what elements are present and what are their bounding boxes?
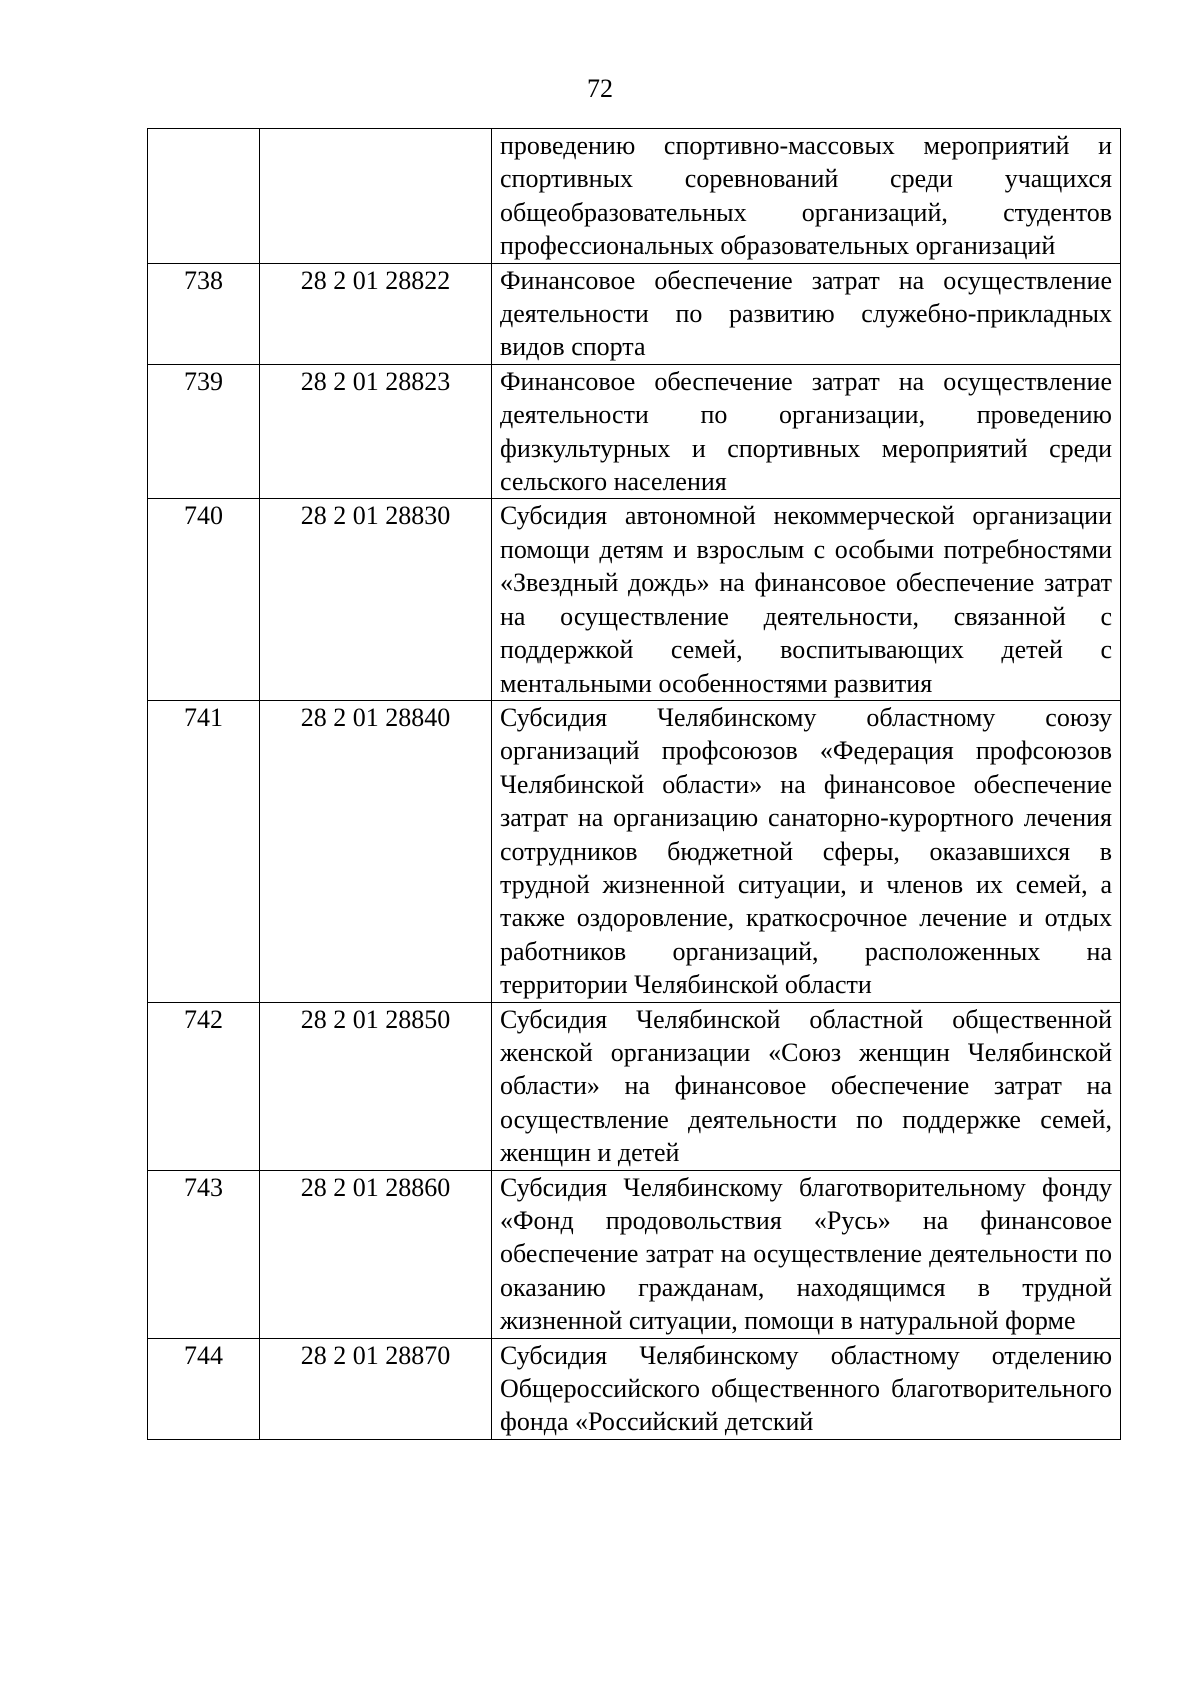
row-code: 28 2 01 28850 — [260, 1002, 492, 1170]
table-row — [148, 499, 1121, 700]
row-number: 744 — [148, 1338, 260, 1439]
row-description: Субсидия Челябинскому областному отделению Общероссийского общественного благотворительного фонда «Российский детский — [492, 1338, 1121, 1439]
row-description: Финансовое обеспечение затрат на осуществление деятельности по развитию служебно-прикладных видов спорта — [492, 263, 1121, 364]
table-row — [148, 263, 1121, 364]
row-code: 28 2 01 28823 — [260, 364, 492, 499]
table-row — [148, 1002, 1121, 1170]
row-number: 742 — [148, 1002, 260, 1170]
row-description: Финансовое обеспечение затрат на осуществление деятельности по организации, проведению физкультурных и спортивных мероприятий среди сельского населения — [492, 364, 1121, 499]
table-row — [148, 1338, 1121, 1439]
row-number — [148, 129, 260, 264]
row-number: 739 — [148, 364, 260, 499]
row-code: 28 2 01 28860 — [260, 1170, 492, 1338]
table-row — [148, 700, 1121, 1002]
budget-codes-table — [147, 128, 1121, 1440]
table-row — [148, 364, 1121, 499]
row-description: проведению спортивно-массовых мероприятий и спортивных соревнований среди учащихся общеобразовательных организаций, студентов профессиональных образовательных организаций — [492, 129, 1121, 264]
row-description: Субсидия Челябинскому благотворительному фонду «Фонд продовольствия «Русь» на финансовое обеспечение затрат на осуществление деятельности по оказанию гражданам, находящимся в трудной жизненной ситуации, помощи в натуральной форме — [492, 1170, 1121, 1338]
row-number: 738 — [148, 263, 260, 364]
row-code: 28 2 01 28840 — [260, 700, 492, 1002]
row-code — [260, 129, 492, 264]
page-number: 72 — [587, 74, 613, 103]
row-code: 28 2 01 28822 — [260, 263, 492, 364]
row-description: Субсидия Челябинской областной общественной женской организации «Союз женщин Челябинской области» на финансовое обеспечение затрат на осуществление деятельности по поддержке семей, женщин и детей — [492, 1002, 1121, 1170]
row-code: 28 2 01 28870 — [260, 1338, 492, 1439]
row-number: 743 — [148, 1170, 260, 1338]
row-number: 740 — [148, 499, 260, 700]
table-row — [148, 1170, 1121, 1338]
row-code: 28 2 01 28830 — [260, 499, 492, 700]
row-description: Субсидия автономной некоммерческой организации помощи детям и взрослым с особыми потребностями «Звездный дождь» на финансовое обеспечение затрат на осуществление деятельности, связанной с поддержкой семей, воспитывающих детей с ментальными особенностями развития — [492, 499, 1121, 700]
row-number: 741 — [148, 700, 260, 1002]
row-description: Субсидия Челябинскому областному союзу организаций профсоюзов «Федерация профсоюзов Челябинской области» на финансовое обеспечение затрат на организацию санаторно-курортного лечения сотрудников бюджетной сферы, оказавшихся в трудной жизненной ситуации, и членов их семей, а также оздоровление, краткосрочное лечение и отдых работников организаций, расположенных на территории Челябинской области — [492, 700, 1121, 1002]
table-row — [148, 129, 1121, 264]
